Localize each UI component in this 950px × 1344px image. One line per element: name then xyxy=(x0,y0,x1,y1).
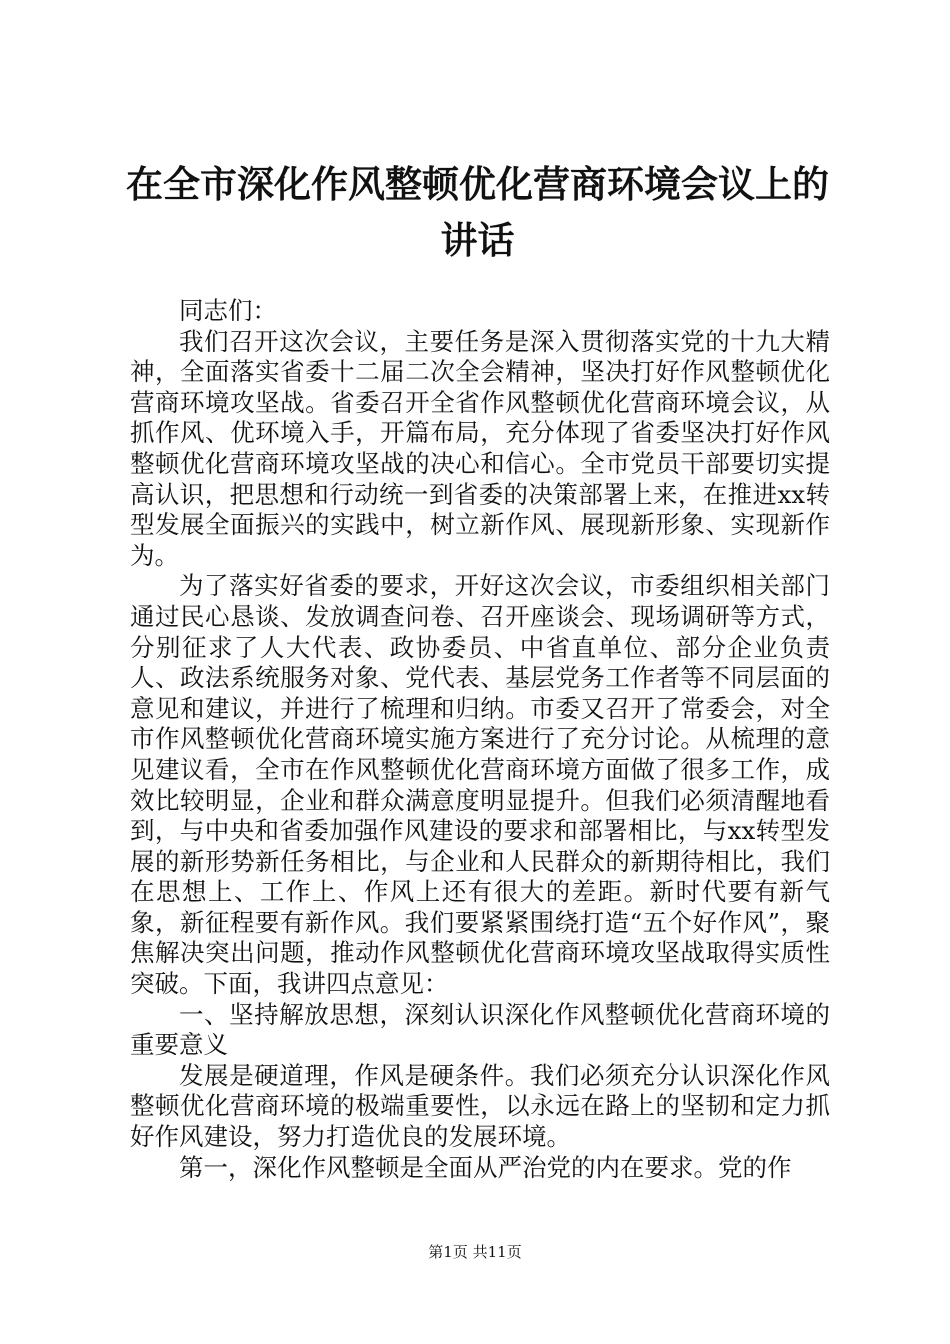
paragraph-section-1: 发展是硬道理，作风是硬条件。我们必须充分认识深化作风整顿优化营商环境的极端重要性，以永远在路上的坚韧和定力抓好作风建设，努力打造优良的发展环境。 xyxy=(130,1060,830,1152)
document-body xyxy=(130,296,830,1183)
paragraph-point-1: 第一，深化作风整顿是全面从严治党的内在要求。党的作 xyxy=(179,1152,792,1182)
paragraph-intro: 我们召开这次会议，主要任务是深入贯彻落实党的十九大精神，全面落实省委十二届二次全会精神，坚决打好作风整顿优化营商环境攻坚战。省委召开全省作风整顿优化营商环境会议，从抓作风、优环境入手，开篇布局，充分体现了省委坚决打好作风整顿优化营商环境攻坚战的决心和信心。全市党员干部要切实提高认识，把思想和行动统一到省委的决策部署上来，在推进xx转型发展全面振兴的实践中，树立新作风、展现新形象、实现新作为。 xyxy=(130,326,830,570)
paragraph-background: 为了落实好省委的要求，开好这次会议，市委组织相关部门通过民心恳谈、发放调查问卷、召开座谈会、现场调研等方式，分别征求了人大代表、政协委员、中省直单位、部分企业负责人、政法系统服务对象、党代表、基层党务工作者等不同层面的意见和建议，并进行了梳理和归纳。市委又召开了常委会，对全市作风整顿优化营商环境实施方案进行了充分讨论。从梳理的意见建议看，全市在作风整顿优化营商环境方面做了很多工作，成效比较明显，企业和群众满意度明显提升。但我们必须清醒地看到，与中央和省委加强作风建设的要求和部署相比，与xx转型发展的新形势新任务相比，与企业和人民群众的新期待相比，我们在思想上、工作上、作风上还有很大的差距。新时代要有新气象，新征程要有新作风。我们要紧紧围绕打造“五个好作风”，聚焦解决突出问题，推动作风整顿优化营商环境攻坚战取得实质性突破。下面，我讲四点意见： xyxy=(130,571,830,999)
document-title: 在全市深化作风整顿优化营商环境会议上的讲话 xyxy=(126,162,829,262)
section-heading-1: 一、坚持解放思想，深刻认识深化作风整顿优化营商环境的重要意义 xyxy=(130,999,830,1060)
page-footer: 第1页 共11页 xyxy=(428,1243,522,1261)
salutation: 同志们： xyxy=(179,296,277,325)
